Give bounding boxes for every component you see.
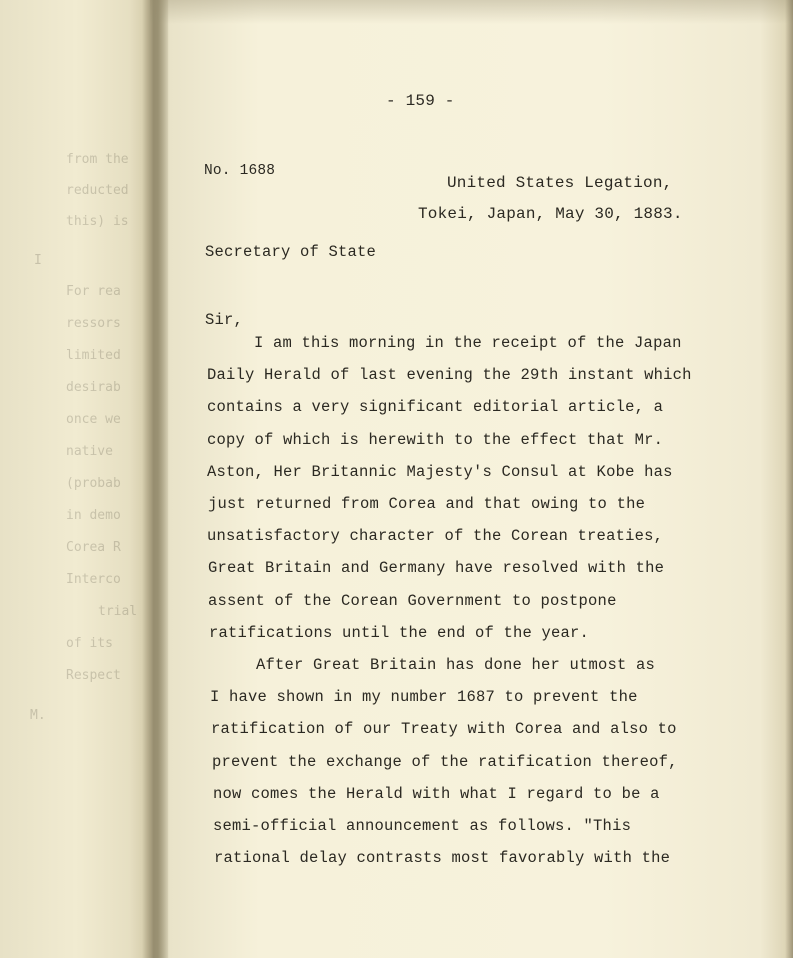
facing-page-fragment: ressors <box>66 316 121 331</box>
facing-page-fragment: (probab <box>66 476 121 491</box>
addressee: Secretary of State <box>205 243 377 261</box>
facing-page-fragment: this) is <box>66 214 129 229</box>
body-line: now comes the Herald with what I regard to be a <box>213 784 660 803</box>
facing-page-bleed-text <box>0 0 152 958</box>
body-line: ratification of our Treaty with Corea and also to <box>211 720 677 739</box>
facing-page-fragment: native <box>66 444 113 459</box>
book-gutter <box>142 0 168 958</box>
facing-page-fragment: desirab <box>66 380 121 395</box>
salutation: Sir, <box>205 311 244 329</box>
body-line: Daily Herald of last evening the 29th instant which <box>207 366 692 385</box>
body-line: just returned from Corea and that owing to the <box>208 495 646 513</box>
facing-page-fragment: M. <box>30 708 46 723</box>
facing-page-fragment: For rea <box>66 284 121 299</box>
body-line: unsatisfactory character of the Corean treaties, <box>207 527 664 546</box>
body-line: I have shown in my number 1687 to prevent the <box>210 688 638 707</box>
body-line: ratifications until the end of the year. <box>209 623 590 642</box>
page-right-edge <box>785 0 793 958</box>
facing-page-fragment: limited <box>66 348 121 363</box>
body-line: I am this morning in the receipt of the Japan <box>254 334 682 352</box>
document-number: No. 1688 <box>204 163 276 179</box>
facing-page-fragment: in demo <box>66 508 121 523</box>
facing-page-fragment: reducted <box>66 183 129 198</box>
facing-page-fragment: once we <box>66 412 121 427</box>
body-line: rational delay contrasts most favorably with the <box>214 849 671 868</box>
facing-page-fragment: of its <box>66 636 113 651</box>
facing-page-fragment: from the <box>66 152 129 167</box>
body-line: prevent the exchange of the ratification thereof, <box>212 752 678 771</box>
facing-page-fragment: trial <box>98 604 138 619</box>
facing-page-fragment: Corea R <box>66 540 121 555</box>
facing-page-fragment: Respect <box>66 668 121 683</box>
facing-page-fragment: Interco <box>66 572 121 587</box>
body-line: contains a very significant editorial article, a <box>207 398 664 417</box>
body-line: Great Britain and Germany have resolved with the <box>208 559 665 578</box>
body-line: copy of which is herewith to the effect that Mr. <box>207 430 664 449</box>
place-and-date: Tokei, Japan, May 30, 1883. <box>418 205 683 223</box>
facing-page-fragment: I <box>34 253 42 268</box>
body-line: Aston, Her Britannic Majesty's Consul at Kobe has <box>207 462 673 481</box>
page-top-shadow <box>150 0 793 24</box>
body-line: assent of the Corean Government to postpone <box>208 591 617 610</box>
body-line: semi-official announcement as follows. "This <box>213 817 632 835</box>
letterhead-location: United States Legation, <box>447 174 673 192</box>
body-line: After Great Britain has done her utmost as <box>256 656 656 674</box>
page-number: - 159 - <box>386 92 455 110</box>
